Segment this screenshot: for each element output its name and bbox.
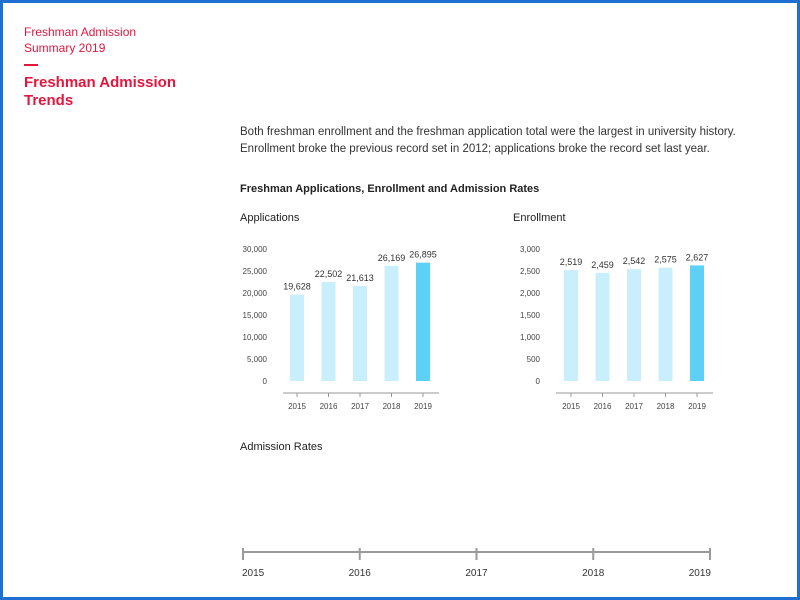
applications-value-label: 26,169 <box>377 252 406 263</box>
applications-x-tick-label: 2016 <box>319 402 338 411</box>
rates-x-tick-label: 2018 <box>582 568 605 579</box>
enrollment-bar <box>596 273 610 381</box>
charts-heading: Freshman Applications, Enrollment and Admission Rates <box>240 183 540 195</box>
applications-ytick-label: 15,000 <box>242 311 267 320</box>
applications-ytick-label: 20,000 <box>242 289 267 298</box>
enrollment-ytick-label: 2,500 <box>519 267 540 276</box>
section-title: Freshman Admission Trends <box>24 74 176 109</box>
enrollment-value-label: 2,519 <box>559 257 583 268</box>
applications-value-label: 26,895 <box>409 249 437 260</box>
enrollment-x-tick-label: 2018 <box>656 402 675 411</box>
enrollment-ytick-label: 0 <box>535 377 540 386</box>
applications-ytick-label: 5,000 <box>246 355 267 364</box>
enrollment-ytick-label: 1,000 <box>519 333 540 342</box>
applications-ytick-label: 30,000 <box>242 245 267 254</box>
enrollment-bar <box>659 268 673 381</box>
applications-chart-title: Applications <box>240 212 300 224</box>
applications-bar <box>322 282 336 381</box>
enrollment-x-tick-label: 2016 <box>593 402 612 411</box>
applications-ytick-label: 10,000 <box>242 333 267 342</box>
enrollment-value-label: 2,627 <box>685 252 709 263</box>
rates-x-tick-label: 2017 <box>465 568 488 579</box>
enrollment-ytick-label: 1,500 <box>519 311 540 320</box>
applications-value-label: 22,502 <box>314 268 343 279</box>
applications-ytick-label: 25,000 <box>242 267 267 276</box>
applications-bar <box>385 266 399 381</box>
enrollment-bar <box>690 265 704 381</box>
applications-x-tick-label: 2017 <box>351 402 369 411</box>
enrollment-bar <box>627 269 641 381</box>
enrollment-x-tick-label: 2019 <box>688 402 706 411</box>
enrollment-chart-title: Enrollment <box>513 212 566 224</box>
rates-x-tick-label: 2019 <box>688 568 711 579</box>
applications-x-tick-label: 2015 <box>288 402 306 411</box>
applications-bar <box>290 295 304 381</box>
applications-x-tick-label: 2018 <box>382 402 401 411</box>
enrollment-ytick-label: 3,000 <box>519 245 540 254</box>
applications-bar <box>416 263 430 381</box>
enrollment-bar <box>564 270 578 381</box>
enrollment-ytick-label: 500 <box>526 355 540 364</box>
rates-x-tick-label: 2016 <box>348 568 371 579</box>
applications-x-tick-label: 2019 <box>414 402 432 411</box>
report-kicker: Freshman Admission Summary 2019 <box>24 25 137 55</box>
enrollment-value-label: 2,575 <box>654 254 677 265</box>
enrollment-x-tick-label: 2017 <box>625 402 643 411</box>
applications-ytick-label: 0 <box>262 377 267 386</box>
applications-value-label: 19,628 <box>283 281 311 292</box>
admission-rates-chart-title: Admission Rates <box>240 441 323 453</box>
enrollment-x-tick-label: 2015 <box>562 402 580 411</box>
applications-value-label: 21,613 <box>346 272 374 283</box>
enrollment-value-label: 2,542 <box>622 256 646 267</box>
rates-x-tick-label: 2015 <box>242 568 265 579</box>
intro-paragraph: Both freshman enrollment and the freshman application total were the largest in university history. Enrollment broke the previous record set in 2012; applications broke the record set last year. <box>240 126 736 155</box>
enrollment-value-label: 2,459 <box>591 259 614 270</box>
applications-bar <box>353 286 367 381</box>
enrollment-ytick-label: 2,000 <box>519 289 540 298</box>
